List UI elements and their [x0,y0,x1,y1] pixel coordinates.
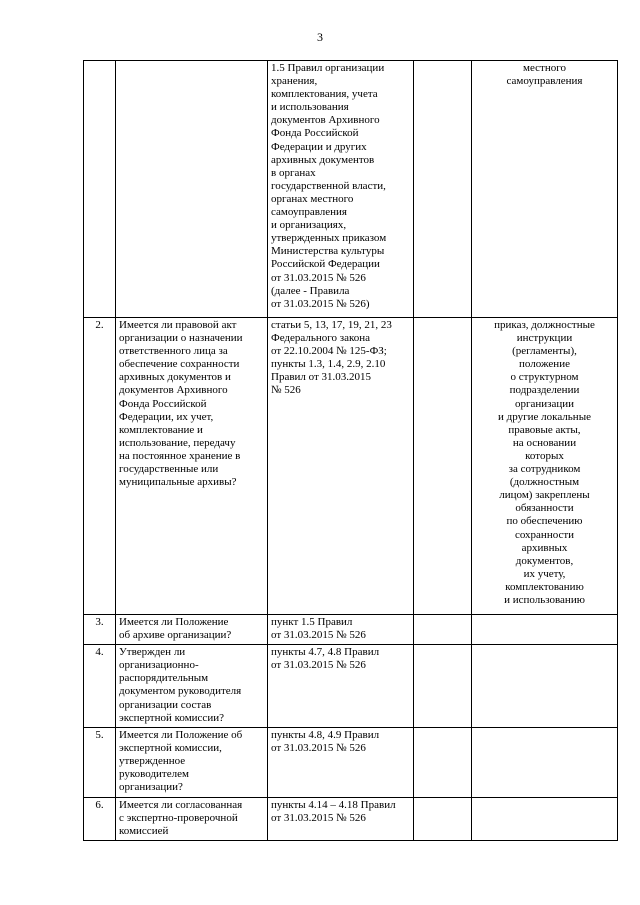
question-cell: Имеется ли правовой акт организации о назначении ответственного лица за обеспечение сохранности архивных документов и документов Архивного Фонда Российской Федерации, их учет, комплектование и использование, передачу на постоянное хранение в государственные или муниципальные архивы? [116,318,268,615]
answer-cell [414,797,472,840]
note-cell [472,645,618,728]
note-cell [472,615,618,645]
table-row [84,615,618,645]
answer-cell [414,615,472,645]
note-cell: местного самоуправления [472,61,618,318]
question-cell: Утвержден ли организационно- распорядительным документом руководителя организации состав экспертной комиссии? [116,645,268,728]
reference-cell: пункты 4.14 – 4.18 Правил от 31.03.2015 № 526 [268,797,414,840]
table-row [84,645,618,728]
checklist-table [83,60,618,841]
note-cell [472,797,618,840]
reference-cell: 1.5 Правил организации хранения, комплектования, учета и использования документов Архивного Фонда Российской Федерации и других архивных документов в органах государственной власти, органах местного самоуправления и организациях, утвержденных приказом Министерства культуры Российской Федерации от 31.03.2015 № 526 (далее - Правила от 31.03.2015 № 526) [268,61,414,318]
table-row [84,318,618,615]
row-number: 4. [84,645,116,728]
note-cell: приказ, должностные инструкции (регламенты), положение о структурном подразделении организации и другие локальные правовые акты, на основании которых за сотрудником (должностным лицом) закреплены обязанности по обеспечению сохранности архивных документов, их учету, комплектованию и использованию [472,318,618,615]
reference-cell: пункты 4.8, 4.9 Правил от 31.03.2015 № 526 [268,727,414,797]
answer-cell [414,727,472,797]
table-row [84,797,618,840]
note-cell [472,727,618,797]
reference-cell: статьи 5, 13, 17, 19, 21, 23 Федерального закона от 22.10.2004 № 125-ФЗ; пункты 1.3, 1.4, 2.9, 2.10 Правил от 31.03.2015 № 526 [268,318,414,615]
row-number: 3. [84,615,116,645]
page-number: 3 [317,30,323,44]
row-number: 6. [84,797,116,840]
table-row [84,61,618,318]
row-number [84,61,116,318]
answer-cell [414,645,472,728]
reference-cell: пункты 4.7, 4.8 Правил от 31.03.2015 № 526 [268,645,414,728]
question-cell: Имеется ли согласованная с экспертно-проверочной комиссией [116,797,268,840]
question-cell: Имеется ли Положение об архиве организации? [116,615,268,645]
answer-cell [414,61,472,318]
answer-cell [414,318,472,615]
row-number: 2. [84,318,116,615]
reference-cell: пункт 1.5 Правил от 31.03.2015 № 526 [268,615,414,645]
question-cell [116,61,268,318]
table-row [84,727,618,797]
question-cell: Имеется ли Положение об экспертной комиссии, утвержденное руководителем организации? [116,727,268,797]
row-number: 5. [84,727,116,797]
